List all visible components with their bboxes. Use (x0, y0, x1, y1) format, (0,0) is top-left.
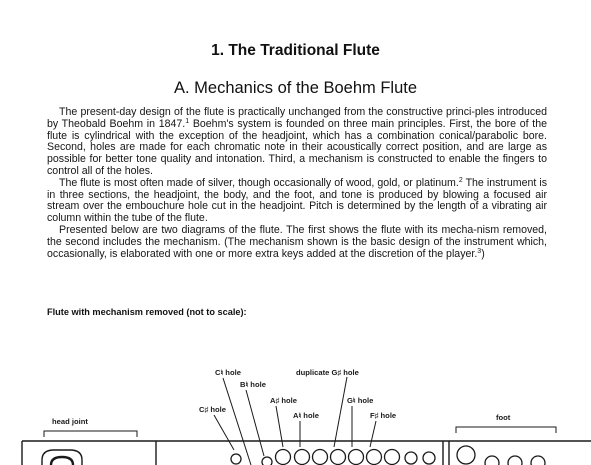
label-foot: foot (496, 413, 511, 422)
paragraph-3-text: Presented below are two diagrams of the flute. The first shows the flute with its mecha-nism removed, the second includes the mechanism. (The mechanism shown is the basic design of the instrument which, occasionally, is elaborated with one or more extra keys added at the discretion of the player. (47, 223, 547, 260)
label-c-sharp-hole: C♯ hole (199, 405, 227, 414)
paragraph-2-text-after: The instrument is in three sections, the headjoint, the body, and the foot, and tone is produced by blowing a focused air stream over the embouchure hole cut in the headjoint. Pitch is determined by the length of a vibrating air column within the tube of the flute. (47, 176, 547, 225)
tone-hole (367, 450, 382, 465)
paragraph-3-text-after: ) (481, 247, 485, 260)
footnote-ref-2: 2 (458, 176, 463, 184)
tone-hole (485, 456, 499, 465)
footnote-ref-1: 1 (185, 117, 190, 125)
tone-hole (331, 450, 346, 465)
foot-brace (456, 427, 556, 433)
footnote-ref-3: 3 (477, 247, 482, 255)
label-c-natural-hole: C♮ hole (215, 368, 241, 377)
tone-hole (276, 450, 291, 465)
label-b-natural-hole: B♮ hole (240, 380, 266, 389)
flute-diagram (0, 355, 591, 465)
body-text (47, 107, 547, 260)
tone-hole (231, 454, 241, 464)
paragraph-1 (47, 107, 547, 178)
label-g-natural-hole: G♮ hole (347, 396, 374, 405)
paragraph-1-text-after: Boehm's system is founded on three main principles. First, the bore of the flute is cylindrical with the exception of the headjoint, which has a combination conical/parabolic bore. Second, holes are made for each chromatic note in their acoustically correct position, and are large as possible for better tone quality and intonation. Third, a mechanism is constructed to enable the fingers to control all of the holes. (47, 117, 547, 177)
head-joint-brace (44, 431, 137, 437)
section-title: 1. The Traditional Flute (211, 42, 380, 59)
label-f-sharp-hole: F♯ hole (370, 411, 397, 420)
label-head-joint: head joint (52, 417, 88, 426)
tone-hole (423, 452, 435, 464)
paragraph-3 (47, 225, 547, 260)
tone-hole (313, 450, 328, 465)
tone-hole (262, 457, 272, 465)
paragraph-2 (47, 178, 547, 225)
tone-hole (385, 450, 400, 465)
tone-hole (349, 450, 364, 465)
tone-holes (231, 446, 545, 465)
figure-caption: Flute with mechanism removed (not to scale): (47, 307, 247, 317)
label-a-sharp-hole: A♯ hole (270, 396, 298, 405)
paragraph-2-text: The flute is most often made of silver, though occasionally of wood, gold, or platinum. (59, 176, 459, 189)
tone-hole (531, 456, 545, 465)
embouchure-hole-inner (51, 457, 73, 465)
tone-hole (405, 452, 417, 464)
label-a-natural-hole: A♮ hole (293, 411, 319, 420)
subsection-title: A. Mechanics of the Boehm Flute (173, 79, 418, 97)
tone-hole (508, 456, 522, 465)
label-duplicate-g-sharp-hole: duplicate G♯ hole (296, 368, 359, 377)
paragraph-1-text: The present-day design of the flute is practically unchanged from the constructive princi-ples introduced by Theobald Boehm in 1847. (47, 106, 547, 130)
tone-hole (457, 446, 475, 464)
tone-hole (295, 450, 310, 465)
